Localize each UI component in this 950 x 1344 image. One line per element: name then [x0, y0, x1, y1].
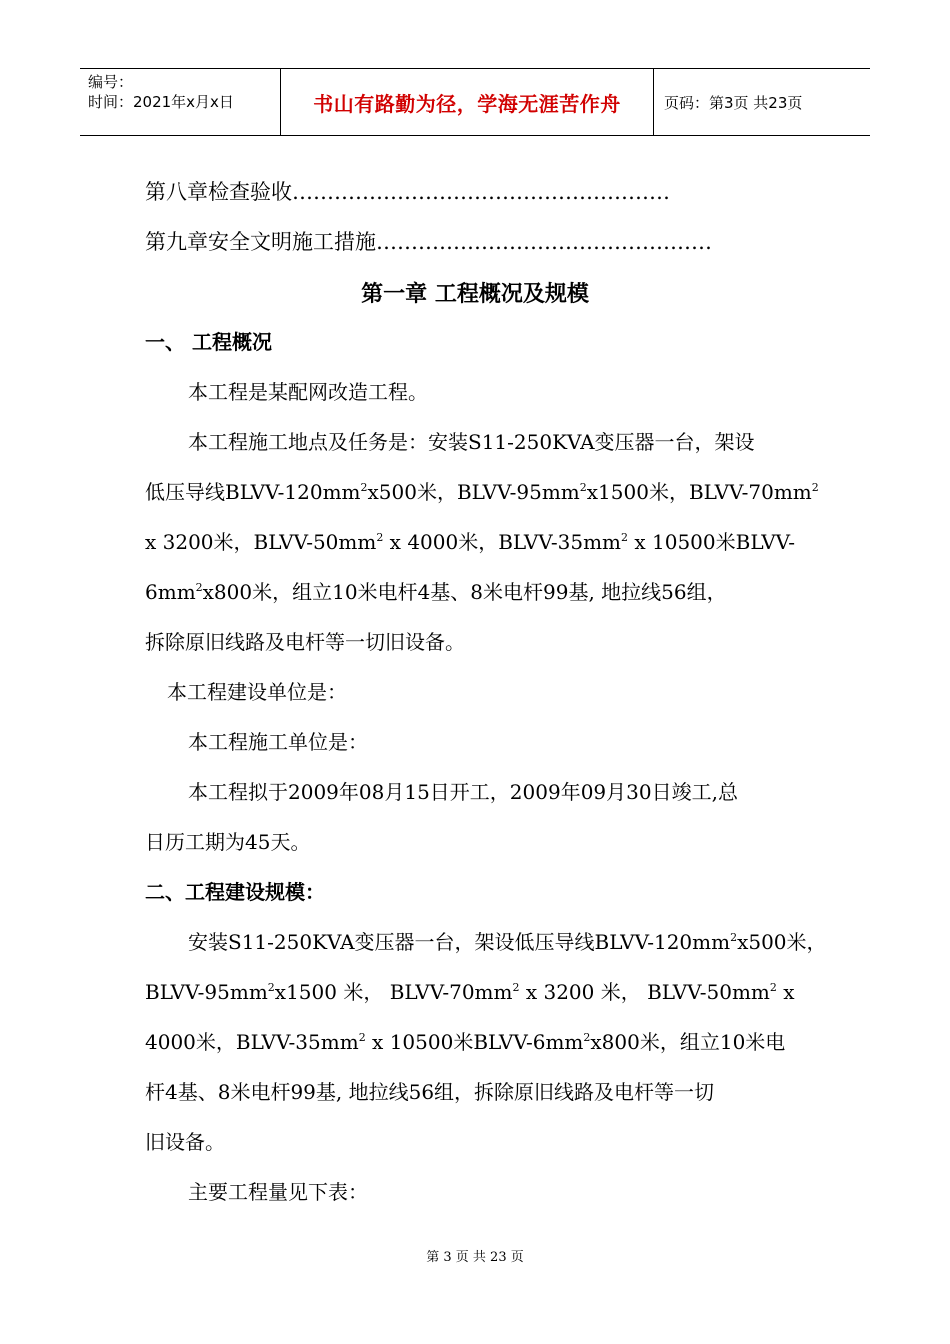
section-heading-overview: 一、 工程概况 [145, 330, 272, 354]
section-heading-scale: 二、工程建设规模： [145, 880, 325, 904]
paragraph-line: x 3200米，BLVV-$50mm^2$ x 4000米，BLVV-$35mm^2$ x 10500米BLVV- [145, 530, 796, 554]
paragraph-line: 杆4基、8米电杆99基, 地拉线56组，拆除原旧线路及电杆等一切 [145, 1080, 715, 1104]
paragraph: 本工程建设单位是： [167, 680, 347, 704]
header-meta [80, 69, 281, 135]
paragraph-line: 本工程施工地点及任务是：安装S11-250KVA变压器一台，架设 [188, 430, 755, 454]
time-label: 时间：2021年x月x日 [88, 93, 234, 111]
paragraph-line: 低压导线BLVV-$120mm^2x500$米，BLVV-$95mm^2x1500$米，BLVV-$70mm^2$ [145, 480, 819, 504]
paragraph: 本工程是某配网改造工程。 [188, 380, 428, 404]
paragraph: 主要工程量见下表： [188, 1180, 368, 1204]
paragraph-line: 安装S11-250KVA变压器一台，架设低压导线BLVV-$120mm^2x500$米， [188, 930, 827, 954]
paragraph-line: 拆除原旧线路及电杆等一切旧设备。 [145, 630, 465, 654]
paragraph-line: BLVV-$95mm^2x1500$ 米， BLVV-$70mm^2$ x 3200 米， BLVV-$50mm^2$ x [145, 980, 795, 1004]
page-footer: 第 3 页 共 23 页 [426, 1250, 524, 1265]
paragraph-line: $6mm^2x800$米，组立10米电杆4基、8米电杆99基, 地拉线56组， [145, 580, 727, 604]
paragraph-line: 本工程拟于2009年08月15日开工，2009年09月30日竣工,总 [188, 780, 738, 804]
header-page-info: 页码：第3页 共23页 [664, 93, 803, 112]
paragraph-line: 旧设备。 [145, 1130, 225, 1154]
chapter-title: 第一章 工程概况及规模 [361, 281, 589, 307]
page-header [80, 68, 870, 136]
paragraph-line: 4000米，BLVV-$35mm^2$ x 10500米BLVV-$6mm^2x800$米，组立10米电 [145, 1030, 786, 1054]
header-motto: 书山有路勤为径，学海无涯苦作舟 [281, 69, 654, 135]
number-label: 编号： [88, 73, 134, 91]
toc-chapter-8: 第八章检查验收……………………………………………… [145, 180, 670, 204]
paragraph: 本工程施工单位是： [188, 730, 368, 754]
paragraph-line: 日历工期为45天。 [145, 830, 311, 854]
toc-chapter-9: 第九章安全文明施工措施………………………………………… [145, 230, 712, 254]
